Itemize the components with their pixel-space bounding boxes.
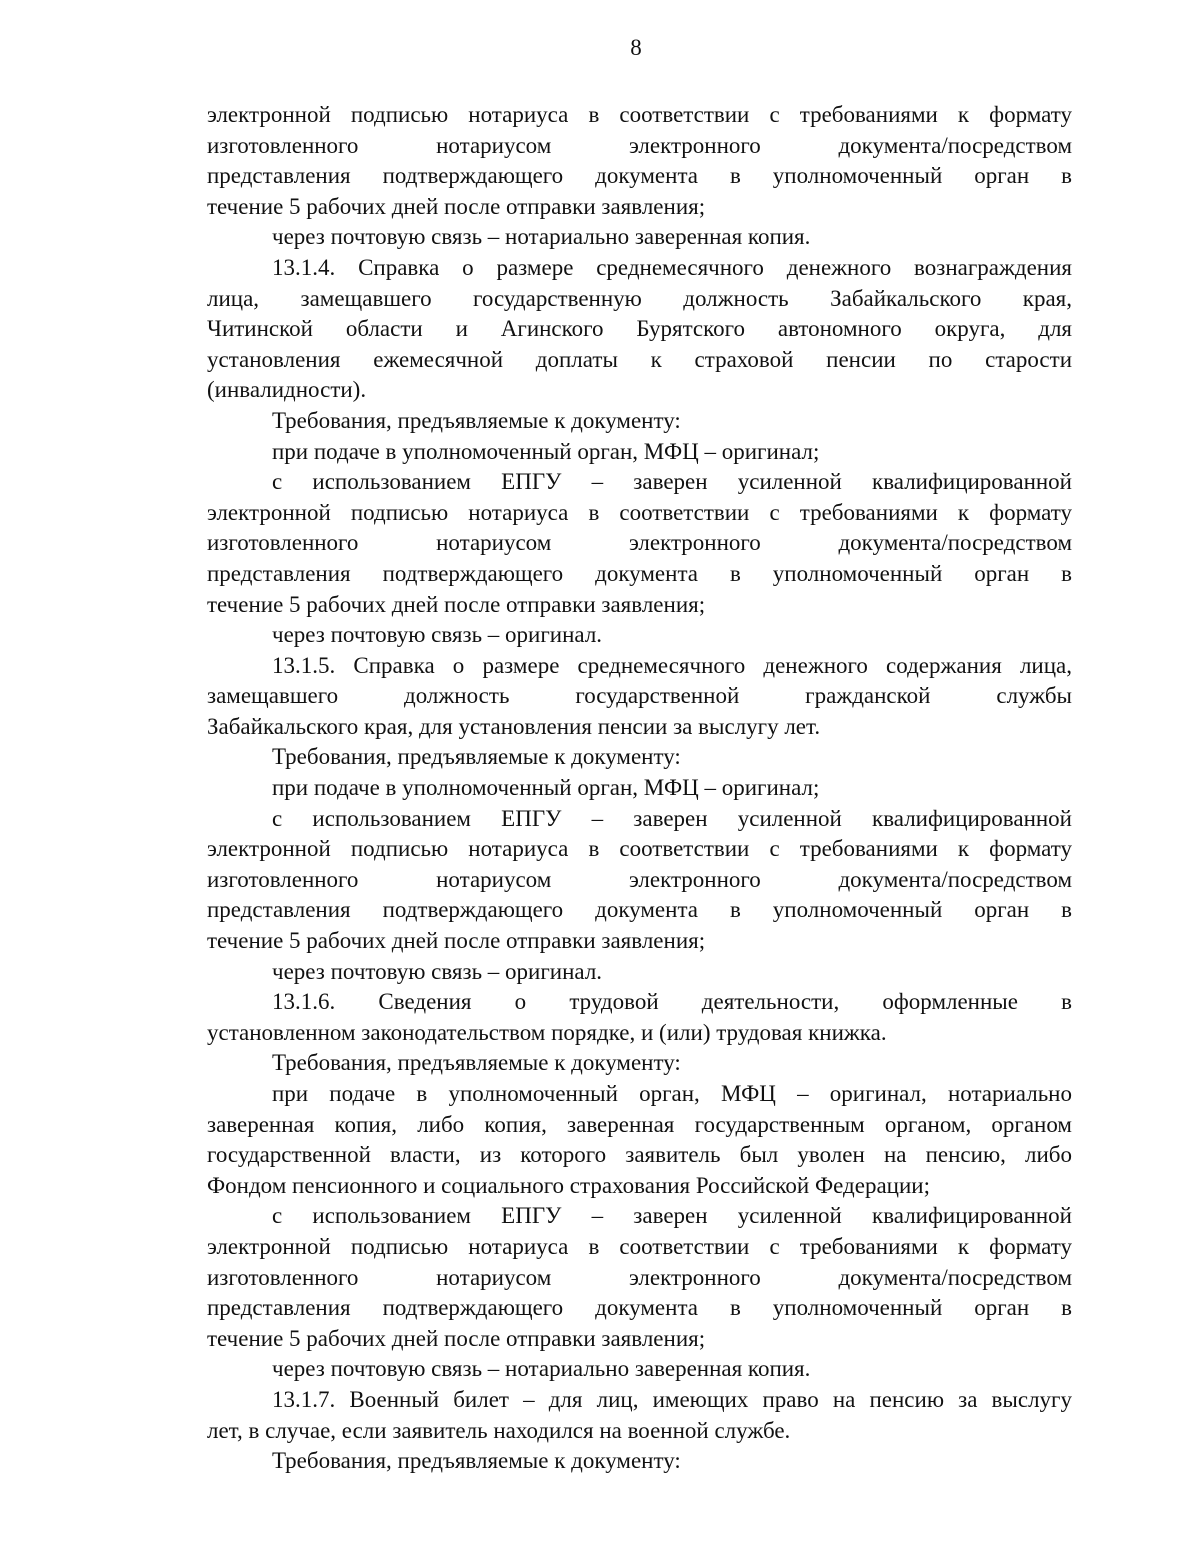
text-line: электронной подписью нотариуса в соответствии с требованиями к формату <box>207 1233 1072 1259</box>
text-line: представления подтверждающего документа в уполномоченный орган в <box>207 1295 1072 1321</box>
text-line: при подаче в уполномоченный орган, МФЦ – оригинал; <box>272 438 820 464</box>
text-line: замещавшего должность государственной гражданской службы <box>207 683 1072 709</box>
text-line: Требования, предъявляемые к документу: <box>272 1050 681 1076</box>
text-line: электронной подписью нотариуса в соответствии с требованиями к формату <box>207 499 1072 525</box>
text-line: течение 5 рабочих дней после отправки заявления; <box>207 1325 706 1351</box>
text-line: течение 5 рабочих дней после отправки заявления; <box>207 928 706 954</box>
text-line: течение 5 рабочих дней после отправки заявления; <box>207 193 706 219</box>
text-line: с использованием ЕПГУ – заверен усиленной квалифицированной <box>272 1203 1072 1229</box>
section-heading-13-1-7: 13.1.7. Военный билет – для лиц, имеющих право на пенсию за выслугу <box>272 1386 1072 1412</box>
text-line: при подаче в уполномоченный орган, МФЦ – оригинал, нотариально <box>272 1081 1072 1106</box>
text-line: Забайкальского края, для установления пенсии за выслугу лет. <box>207 713 821 739</box>
text-line: заверенная копия, либо копия, заверенная государственным органом, органом <box>207 1111 1072 1137</box>
text-line: установленном законодательством порядке, и (или) трудовая книжка. <box>207 1019 887 1045</box>
text-line: изготовленного нотариусом электронного документа/посредством <box>207 866 1072 892</box>
text-line: представления подтверждающего документа в уполномоченный орган в <box>207 163 1072 189</box>
text-line: изготовленного нотариусом электронного документа/посредством <box>207 132 1072 158</box>
text-line: электронной подписью нотариуса в соответствии с требованиями к формату <box>207 102 1072 127</box>
text-line: Читинской области и Агинского Бурятского автономного округа, для <box>207 316 1072 342</box>
text-line: через почтовую связь – оригинал. <box>272 622 603 648</box>
page-number: 8 <box>630 35 642 60</box>
text-line: лет, в случае, если заявитель находился на военной службе. <box>207 1417 791 1443</box>
text-line: изготовленного нотариусом электронного документа/посредством <box>207 530 1072 556</box>
text-line: Требования, предъявляемые к документу: <box>272 407 681 433</box>
section-heading-13-1-5: 13.1.5. Справка о размере среднемесячного денежного содержания лица, <box>272 652 1072 678</box>
text-line: течение 5 рабочих дней после отправки заявления; <box>207 591 706 617</box>
text-line: через почтовую связь – оригинал. <box>272 958 603 984</box>
text-line: изготовленного нотариусом электронного документа/посредством <box>207 1264 1072 1290</box>
document-body <box>207 100 1072 1477</box>
text-line: Требования, предъявляемые к документу: <box>272 1448 681 1474</box>
text-line: установления ежемесячной доплаты к страховой пенсии по старости <box>207 346 1072 372</box>
text-line: с использованием ЕПГУ – заверен усиленной квалифицированной <box>272 805 1072 831</box>
text-line: при подаче в уполномоченный орган, МФЦ – оригинал; <box>272 775 820 801</box>
text-line: Требования, предъявляемые к документу: <box>272 744 681 770</box>
text-line: Фондом пенсионного и социального страхования Российской Федерации; <box>207 1172 930 1198</box>
text-line: с использованием ЕПГУ – заверен усиленной квалифицированной <box>272 469 1072 495</box>
text-line: лица, замещавшего государственную должность Забайкальского края, <box>207 285 1072 311</box>
section-heading-13-1-4: 13.1.4. Справка о размере среднемесячного денежного вознаграждения <box>272 254 1072 280</box>
text-line: электронной подписью нотариуса в соответствии с требованиями к формату <box>207 836 1072 862</box>
text-line: государственной власти, из которого заявитель был уволен на пенсию, либо <box>207 1142 1072 1168</box>
section-heading-13-1-6: 13.1.6. Сведения о трудовой деятельности, оформленные в <box>272 989 1072 1015</box>
text-line: представления подтверждающего документа в уполномоченный орган в <box>207 897 1072 923</box>
text-line: (инвалидности). <box>207 377 367 403</box>
text-line: представления подтверждающего документа в уполномоченный орган в <box>207 560 1072 586</box>
text-line: через почтовую связь – нотариально заверенная копия. <box>272 224 811 250</box>
text-line: через почтовую связь – нотариально заверенная копия. <box>272 1356 811 1382</box>
